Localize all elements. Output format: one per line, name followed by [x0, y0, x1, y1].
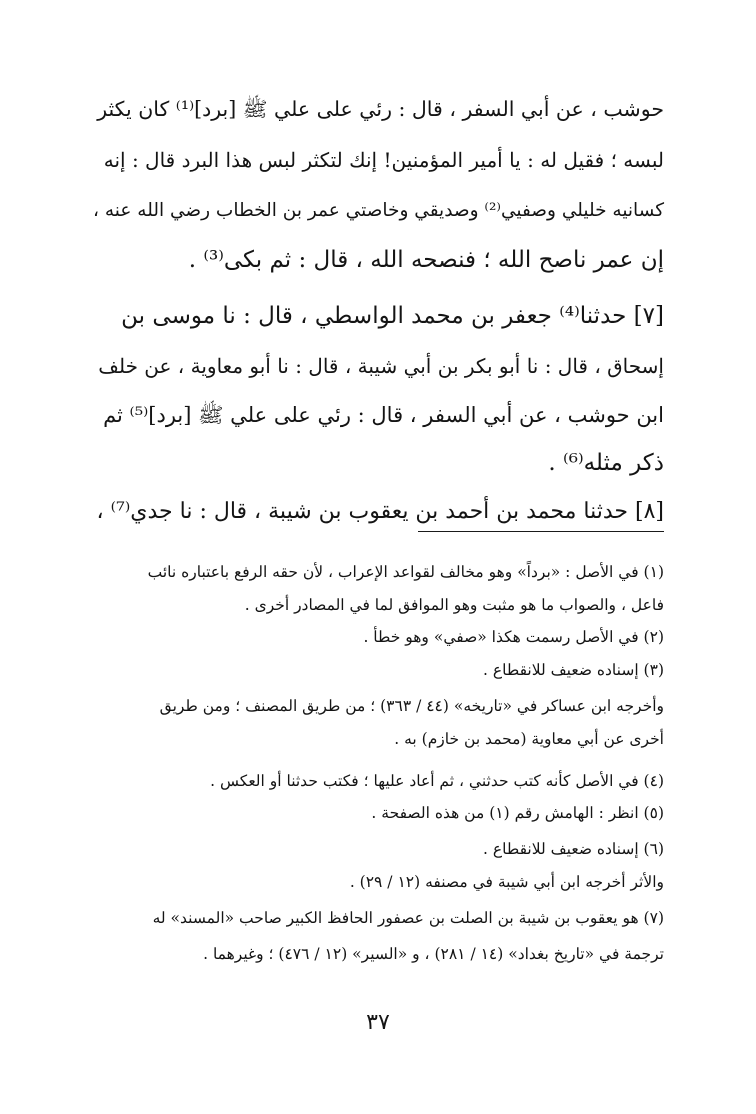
footnote-line: (١) في الأصل : «برداً» وهو مخالف لقواعد الإعراب ، لأن حقه الرفع باعتباره نائب [147, 563, 664, 581]
footnote-separator [418, 531, 664, 532]
main-text-line: كسانيه خليلي وصفيي⁽²⁾ وصديقي وخاصتي عمر بن الخطاب رضي الله عنه ، [93, 200, 664, 221]
page-number: ٣٧ [366, 1010, 390, 1035]
main-text-line: إن عمر ناصح الله ؛ فنصحه الله ، قال : ثم بكى⁽³⁾ . [188, 247, 664, 273]
footnote-line: (٧) هو يعقوب بن شيبة بن الصلت بن عصفور الحافظ الكبير صاحب «المسند» له [152, 909, 664, 927]
footnote-line: (٤) في الأصل كأنه كتب حدثني ، ثم أعاد عليها ؛ فكتب حدثنا أو العكس . [210, 772, 664, 790]
footnote-line: والأثر أخرجه ابن أبي شيبة في مصنفه (١٢ / ٢٩) . [349, 873, 664, 891]
main-text-line: لبسه ؛ فقيل له : يا أمير المؤمنين! إنك لتكثر لبس هذا البرد قال : إنه [103, 148, 664, 172]
footnote-line: فاعل ، والصواب ما هو مثبت وهو الموافق لما في المصادر أخرى . [244, 596, 664, 614]
footnote-line: (٢) في الأصل رسمت هكذا «صفي» وهو خطأ . [363, 628, 664, 646]
main-text-line: [٨] حدثنا محمد بن أحمد بن يعقوب بن شيبة ، قال : نا جدي⁽⁷⁾ ، [96, 499, 664, 524]
footnote-line: (٥) انظر : الهامش رقم (١) من هذه الصفحة . [371, 804, 664, 822]
main-text-line: ذكر مثله⁽⁶⁾ . [548, 450, 664, 476]
footnote-line: وأخرجه ابن عساكر في «تاريخه» (٤٤ / ٣٦٣) ؛ من طريق المصنف ؛ ومن طريق [159, 697, 664, 715]
main-text-line: إسحاق ، قال : نا أبو بكر بن أبي شيبة ، قال : نا أبو معاوية ، عن خلف [98, 354, 664, 378]
footnote-line: ترجمة في «تاريخ بغداد» (١٤ / ٢٨١) ، و «السير» (١٢ / ٤٧٦) ؛ وغيرهما . [203, 945, 664, 963]
footnote-line: (٦) إسناده ضعيف للانقطاع . [483, 840, 664, 858]
footnote-line: (٣) إسناده ضعيف للانقطاع . [483, 661, 664, 679]
main-text-line: ابن حوشب ، عن أبي السفر ، قال : رئي على علي ﷺ [برد]⁽⁵⁾ ثم [103, 403, 664, 427]
main-text-line: حوشب ، عن أبي السفر ، قال : رئي على علي ﷺ [برد]⁽¹⁾ كان يكثر [97, 97, 664, 121]
footnote-line: أخرى عن أبي معاوية (محمد بن خازم) به . [394, 730, 664, 748]
main-text-line: [٧] حدثنا⁽⁴⁾ جعفر بن محمد الواسطي ، قال : نا موسى بن [121, 303, 664, 329]
